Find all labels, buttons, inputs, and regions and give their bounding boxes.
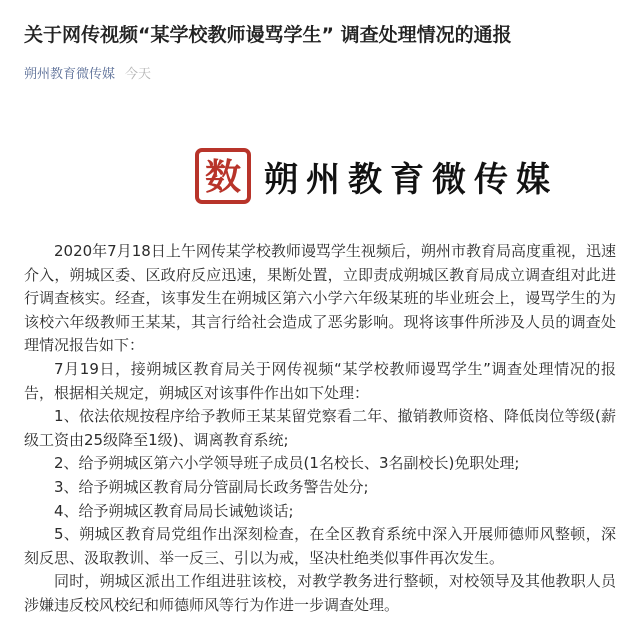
paragraph-item-2: 2、给予朔城区第六小学领导班子成员(1名校长、3名副校长)免职处理;: [54, 454, 520, 473]
seal-logo-icon: [194, 147, 252, 205]
article-meta: [24, 62, 616, 82]
paragraph-closing: 同时，朔城区派出工作组进驻该校，对教学教务进行整顿，对校领导及其他教职人员涉嫌违反校风校纪和师德师风等行为作进一步调查处理。: [24, 572, 616, 614]
paragraph-item-4: 4、给予朔城区教育局局长诫勉谈话;: [54, 501, 294, 520]
paragraph-report: 7月19日，接朔城区教育局关于网传视频“某学校教师谩骂学生”调查处理情况的报告，根据相关规定，朔城区对该事件作出如下处理：: [24, 359, 616, 402]
article-body: [24, 240, 616, 618]
account-name-link[interactable]: 朔州教育微传媒: [24, 66, 116, 82]
brand-name: 朔州教育微传媒: [264, 159, 558, 200]
paragraph-item-3: 3、给予朔城区教育局分管副局长政务警告处分;: [54, 477, 369, 496]
paragraph-item-5: 5、朔城区教育局党组作出深刻检查，在全区教育系统中深入开展师德师风整顿，深刻反思、汲取教训、举一反三、引以为戒，坚决杜绝类似事件再次发生。: [24, 525, 616, 567]
paragraph-intro: 2020年7月18日上午网传某学校教师谩骂学生视频后，朔州市教育局高度重视，迅速介入，朔城区委、区政府反应迅速，果断处置，立即责成朔城区教育局成立调查组对此进行调查核实。经查，该事发生在朔城区第六小学六年级某班的毕业班会上，谩骂学生的为该校六年级教师王某某，其言行给社会造成了恶劣影响。现将该事件所涉及人员的调查处理情况报告如下：: [24, 242, 616, 355]
account-banner: [24, 140, 616, 212]
article-title: 关于网传视频“某学校教师谩骂学生” 调查处理情况的通报: [24, 24, 512, 46]
seal-logo-glyph: 数: [204, 157, 242, 198]
publish-time: 今天: [125, 66, 152, 82]
paragraph-item-1: 1、依法依规按程序给予教师王某某留党察看二年、撤销教师资格、降低岗位等级(薪级工资由25级降至1级)、调离教育系统;: [24, 407, 616, 449]
